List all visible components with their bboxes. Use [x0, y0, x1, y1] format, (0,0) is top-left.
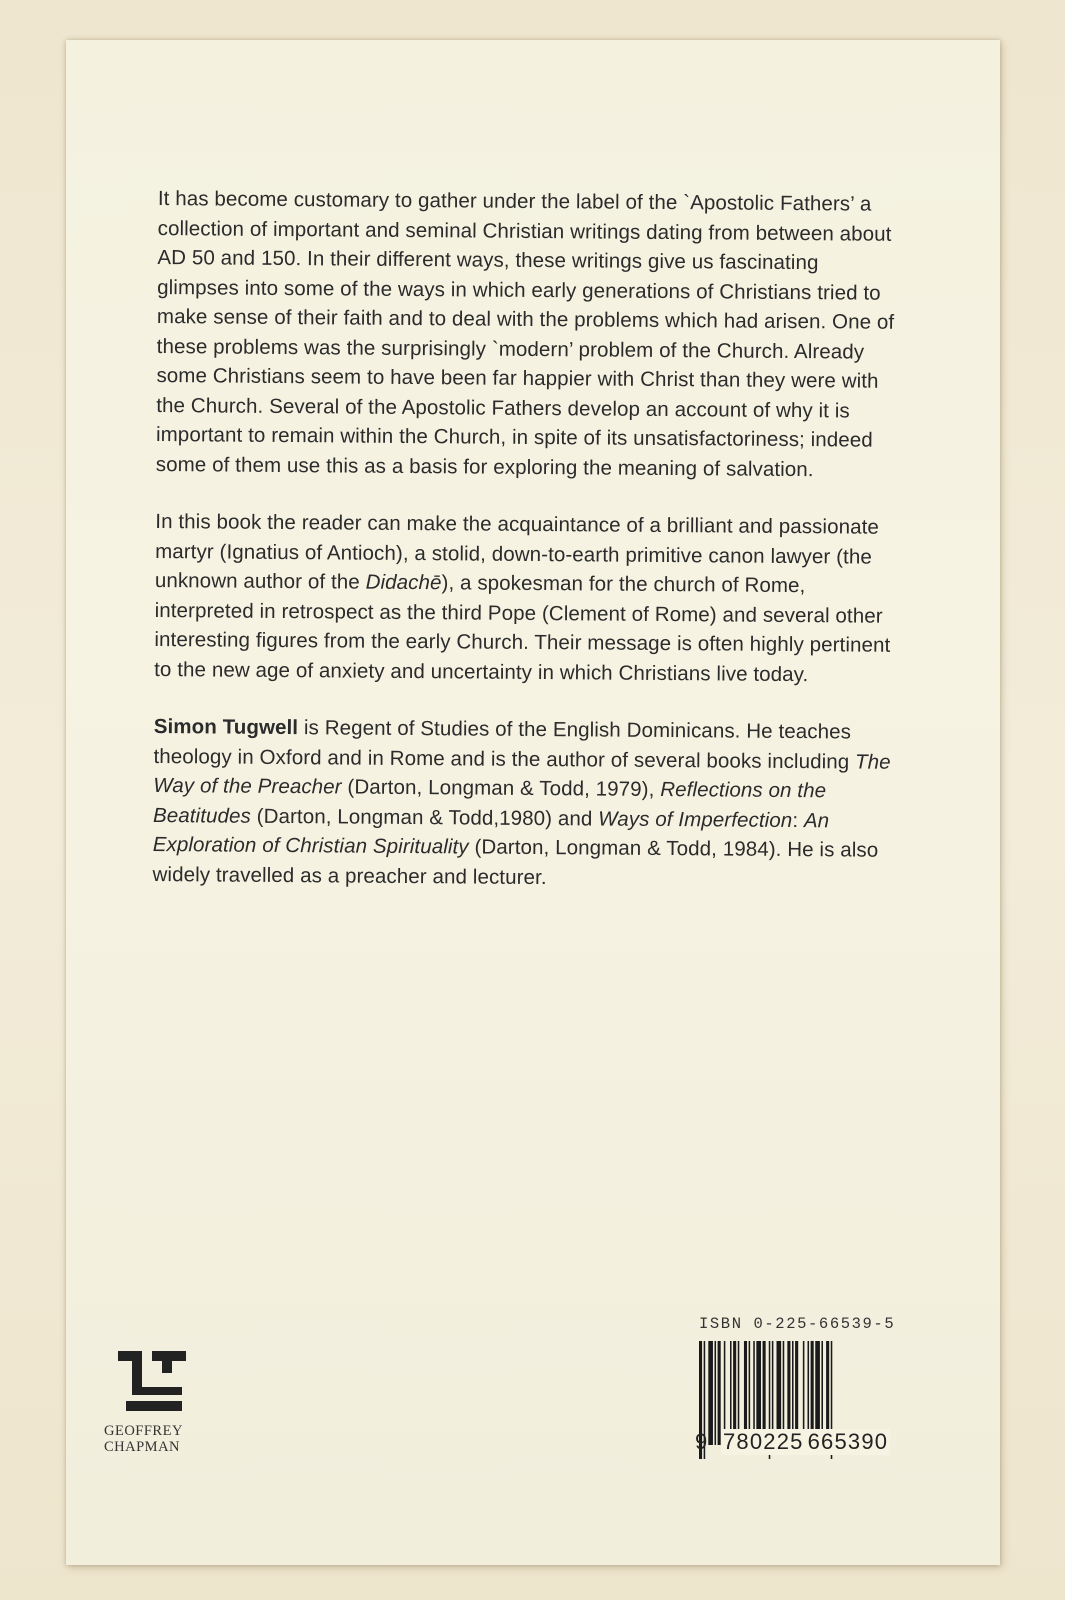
- blurb-text: [152, 184, 898, 923]
- book-title: Ways of Imperfection: [598, 806, 793, 832]
- isbn-barcode: [695, 1315, 905, 1461]
- barcode-digit-first: 9: [695, 1429, 709, 1454]
- paragraph-text: is Regent of Studies of the English Dominicans. He teaches theology in Oxford and in Rome and is the author of several books including: [153, 716, 856, 773]
- isbn-number: ISBN 0-225-66539-5: [699, 1315, 896, 1333]
- publisher-logo: [104, 1345, 214, 1455]
- paragraph-text: ), a spokesman for the church of Rome, interpreted in retrospect as the third Pope (Clement of Rome) and several other interesting figures from the early Church. Their message is often highly pertinent to the new age of anxiety and uncertainty in which Christians live today.: [154, 571, 891, 686]
- paragraph-text: :: [792, 808, 805, 832]
- geoffrey-chapman-logo-icon: [116, 1345, 188, 1417]
- barcode-digit-group: 665390: [807, 1429, 889, 1454]
- paragraph-text: (Darton, Longman & Todd, 1984). He is also widely travelled as a preacher and lecturer.: [152, 835, 879, 889]
- blurb-paragraph-2: [154, 507, 895, 690]
- author-name: Simon Tugwell: [153, 714, 299, 740]
- paragraph-text: (Darton, Longman & Todd, 1979),: [341, 775, 661, 801]
- book-title: The Way of the Preacher: [153, 749, 891, 799]
- barcode-digit-group: 780225: [723, 1429, 804, 1454]
- book-title: Reflections on the Beatitudes: [152, 777, 827, 828]
- publisher-name: [104, 1423, 214, 1455]
- author-bio: [152, 712, 893, 895]
- publisher-name-line: CHAPMAN: [104, 1439, 181, 1455]
- barcode-digits: [695, 1429, 905, 1455]
- paragraph-text: (Darton, Longman & Todd,1980) and: [250, 804, 599, 830]
- italic-title: Didachē: [365, 570, 442, 595]
- blurb-paragraph-1: It has become customary to gather under the label of the `Apostolic Fathers’ a collection of important and seminal Christian writings dating from between about AD 50 and 150. In their different ways, these writings give us fascinating glimpses into some of the ways in which early generations of Christians tried to make sense of their faith and to deal with the problems which had arisen. One of these problems was the surprisingly `modern’ problem of the Church. Already some Christians seem to have been far happier with Christ than they were with the Church. Several of the Apostolic Fathers develop an account of why it is important to remain within the Church, in spite of its unsatisfactoriness; indeed some of them use this as a basis for exploring the meaning of salvation.: [155, 186, 895, 481]
- publisher-name-line: GEOFFREY: [104, 1423, 183, 1439]
- book-title: An Exploration of Christian Spirituality: [152, 808, 830, 859]
- paragraph-text: In this book the reader can make the acquaintance of a brilliant and passionate martyr (Ignatius of Antioch), a stolid, down-to-earth primitive canon lawyer (the unknown author of the: [154, 509, 880, 594]
